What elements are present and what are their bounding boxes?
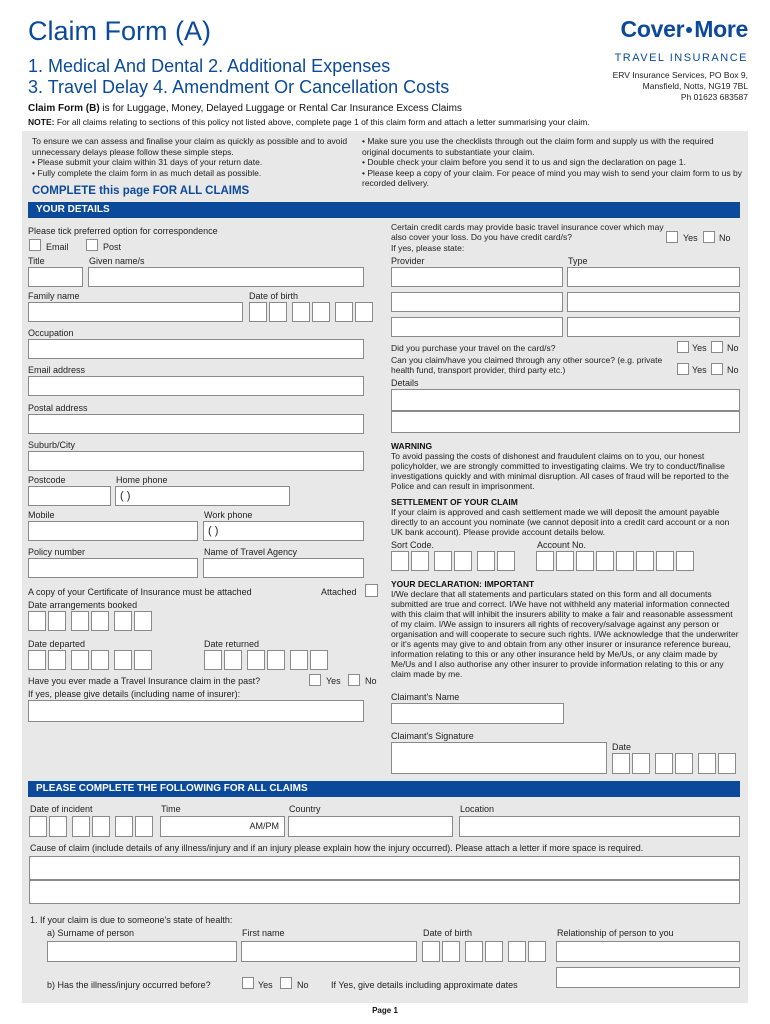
settlement-text: If your claim is approved and cash settlement made we will deposit the amount payable directly to an account you nominate (we cannot deposit into a credit card account or a non UK bank account). Please provide account details below. (391, 507, 730, 537)
date-departed-digit-box[interactable] (91, 650, 109, 670)
date-incident-digit-box[interactable] (135, 816, 153, 837)
type-label: Type (568, 256, 588, 266)
other-source-no-checkbox[interactable] (711, 363, 723, 375)
credit-card-no-checkbox[interactable] (703, 231, 715, 243)
date-incident-label: Date of incident (30, 804, 93, 814)
account-no-digit-box[interactable] (616, 551, 634, 571)
if-yes-details-label: If Yes, give details including approximate dates (331, 980, 518, 990)
date-incident-digit-box[interactable] (92, 816, 110, 837)
date-incident-digit-box[interactable] (115, 816, 133, 837)
date-departed-digit-box[interactable] (114, 650, 132, 670)
location-field[interactable] (459, 816, 740, 837)
all-claims-bar: PLEASE COMPLETE THE FOLLOWING FOR ALL CLAIMS (28, 781, 740, 797)
intro-right: • Make sure you use the checklists through out the claim form and supply us with the required original documents to substantiate your claim. • Double check your claim before you send it to us and sign the declaration on page 1. • Please keep a copy of your claim. For peace of mind you may wish to send your claim form to us by recorded delivery. (362, 136, 742, 188)
certificate-label: A copy of your Certificate of Insurance must be attached (28, 587, 252, 597)
policy-number-field[interactable] (28, 558, 198, 578)
previous-claim-no-label: No (365, 676, 377, 686)
note: NOTE: For all claims relating to sections of this policy not listed above, complete page 1 of this claim form and attach a letter summarising your claim. (28, 117, 590, 127)
logo-dot-icon (686, 27, 692, 33)
date-incident-digit-box[interactable] (29, 816, 47, 837)
work-phone-label: Work phone (204, 510, 253, 520)
post-checkbox[interactable] (86, 239, 98, 251)
postal-address-label: Postal address (28, 403, 88, 413)
first-name-field[interactable] (241, 941, 417, 962)
your-details-bar: YOUR DETAILS (28, 202, 740, 218)
provider-field-1[interactable] (391, 267, 563, 287)
sort-code-digit-box[interactable] (497, 551, 515, 571)
cause-field-2[interactable] (29, 880, 740, 904)
other-source-no-label: No (727, 365, 739, 375)
family-name-label: Family name (28, 291, 80, 301)
if-yes-state-label: If yes, please state: (391, 243, 465, 253)
page-number: Page 1 (372, 1006, 398, 1015)
declaration-text: I/We declare that all statements and particulars stated on this form and all documents submitted are true and correct. I/We have not withheld any material information connected with this claim that will inhibit the insurers ability to make a fair and reasonable assessment of my claim. I/We assign to insurers all rights of recovery/salvage against any person or organisation and will cooperate to secure such rights. I/We acknowledge that the underwriter or it's agents may give to and obtain from any other insurer or insurance reference bureau, information relating to this or any other insurance held by Me/Us, or any claim made by Me/Us and I also authorise any other insurer to provide information relating to this or any claim made by me. (391, 589, 739, 679)
date-incident-digit-box[interactable] (49, 816, 67, 837)
claimant-signature-label: Claimant's Signature (391, 731, 474, 741)
account-no-digit-box[interactable] (556, 551, 574, 571)
date-returned-digit-box[interactable] (247, 650, 265, 670)
cause-label: Cause of claim (include details of any illness/injury and if an injury please explain how the injury occurred). Please attach a letter if more space is required. (30, 843, 644, 853)
form-title: Claim Form (A) (28, 16, 211, 46)
cause-field-1[interactable] (29, 856, 740, 880)
suburb-label: Suburb/City (28, 440, 76, 450)
date-returned-digit-box[interactable] (204, 650, 222, 670)
occurred-before-no-label: No (297, 980, 309, 990)
email-address-field[interactable] (28, 376, 364, 396)
purchase-on-card-question: Did you purchase your travel on the card/s? (391, 343, 556, 353)
date-returned-digit-box[interactable] (224, 650, 242, 670)
purchase-yes-label: Yes (692, 343, 707, 353)
date-booked-digit-box[interactable] (28, 611, 46, 631)
logo-tagline: TRAVEL INSURANCE (614, 52, 748, 64)
occurred-before-yes-checkbox[interactable] (242, 977, 254, 989)
surname-field[interactable] (47, 941, 237, 962)
previous-claim-yes-label: Yes (326, 676, 341, 686)
signature-date-digit-box[interactable] (718, 753, 736, 774)
time-label: Time (161, 804, 181, 814)
previous-details-label: If yes, please give details (including name of insurer): (28, 689, 241, 699)
dob-digit-box[interactable] (355, 302, 373, 322)
mobile-field[interactable] (28, 521, 198, 541)
occurred-before-yes-label: Yes (258, 980, 273, 990)
other-source-yes-label: Yes (692, 365, 707, 375)
settlement-heading: SETTLEMENT OF YOUR CLAIM (391, 497, 518, 507)
suburb-field[interactable] (28, 451, 364, 471)
details-field-1[interactable] (391, 389, 740, 411)
account-no-label: Account No. (537, 540, 587, 550)
correspondence-label: Please tick preferred option for correspondence (28, 226, 218, 236)
covermore-logo: Cover More (620, 16, 748, 42)
person-dob-digit-box[interactable] (508, 941, 526, 962)
purchase-no-label: No (727, 343, 739, 353)
form-b-notice: Claim Form (B) is for Luggage, Money, Delayed Luggage or Rental Car Insurance Excess Claims (28, 103, 462, 114)
date-booked-label: Date arrangements booked (28, 600, 138, 610)
previous-claim-no-checkbox[interactable] (348, 674, 360, 686)
previous-claim-label: Have you ever made a Travel Insurance claim in the past? (28, 676, 261, 686)
account-no-digit-box[interactable] (576, 551, 594, 571)
date-departed-label: Date departed (28, 639, 86, 649)
attached-checkbox[interactable] (365, 584, 378, 597)
warning-text: To avoid passing the costs of dishonest and fraudulent claims on to you, our honest policyholder, we are strongly committed to investigating claims. We try to conduct/finalise investigations quickly and with minimal disruption. All cases of fraud will be reported to the Police and can result in imprisonment. (391, 451, 729, 491)
complete-heading: COMPLETE this page FOR ALL CLAIMS (32, 185, 250, 197)
details-field-2[interactable] (391, 411, 740, 433)
sort-code-digit-box[interactable] (391, 551, 409, 571)
home-phone-label: Home phone (116, 475, 168, 485)
previous-claim-yes-checkbox[interactable] (309, 674, 321, 686)
person-dob-digit-box[interactable] (485, 941, 503, 962)
postal-address-field[interactable] (28, 414, 364, 434)
location-label: Location (460, 804, 495, 814)
details-label: Details (391, 378, 419, 388)
country-field[interactable] (288, 816, 453, 837)
first-name-label: First name (242, 928, 285, 938)
dob-digit-box[interactable] (269, 302, 287, 322)
policy-number-label: Policy number (28, 547, 86, 557)
email-checkbox[interactable] (29, 239, 41, 251)
postcode-field[interactable] (28, 486, 111, 506)
person-dob-digit-box[interactable] (442, 941, 460, 962)
date-incident-digit-box[interactable] (72, 816, 90, 837)
date-departed-digit-box[interactable] (28, 650, 46, 670)
title-field[interactable] (28, 267, 83, 287)
date-returned-digit-box[interactable] (290, 650, 308, 670)
date-booked-digit-box[interactable] (91, 611, 109, 631)
date-returned-digit-box[interactable] (267, 650, 285, 670)
person-dob-label: Date of birth (423, 928, 473, 938)
mobile-label: Mobile (28, 510, 55, 520)
country-label: Country (289, 804, 321, 814)
sort-code-label: Sort Code. (391, 540, 435, 550)
family-name-field[interactable] (28, 302, 243, 322)
person-dob-digit-box[interactable] (422, 941, 440, 962)
sort-code-digit-box[interactable] (411, 551, 429, 571)
date-booked-digit-box[interactable] (48, 611, 66, 631)
email-option-label: Email (46, 242, 69, 252)
home-phone-field[interactable]: ( ) (115, 486, 290, 506)
insurer-address: ERV Insurance Services, PO Box 9, Mansfield, Notts, NG19 7BL Ph 01623 683587 (612, 70, 748, 102)
date-departed-digit-box[interactable] (134, 650, 152, 670)
occupation-label: Occupation (28, 328, 74, 338)
date-returned-label: Date returned (204, 639, 260, 649)
q1b-label: b) Has the illness/injury occurred before? (47, 980, 211, 990)
type-field-1[interactable] (567, 267, 740, 287)
sort-code-digit-box[interactable] (454, 551, 472, 571)
signature-date-label: Date (612, 742, 632, 752)
dob-digit-box[interactable] (312, 302, 330, 322)
person-dob-digit-box[interactable] (465, 941, 483, 962)
q1a-label: a) Surname of person (47, 928, 135, 938)
travel-agency-field[interactable] (203, 558, 364, 578)
postcode-label: Postcode (28, 475, 66, 485)
work-phone-field[interactable]: ( ) (203, 521, 364, 541)
other-source-yes-checkbox[interactable] (677, 363, 689, 375)
form-subtitle-line1: 1. Medical And Dental 2. Additional Expenses (28, 56, 391, 76)
dob-digit-box[interactable] (249, 302, 267, 322)
signature-date-digit-box[interactable] (612, 753, 630, 774)
previous-details-field[interactable] (28, 700, 364, 722)
time-field[interactable]: AM/PM (160, 816, 285, 837)
person-dob-digit-box[interactable] (528, 941, 546, 962)
q1-label: 1. If your claim is due to someone's state of health: (30, 915, 233, 925)
credit-card-yes-label: Yes (683, 233, 698, 243)
relationship-field[interactable] (556, 941, 740, 962)
intro-left: To ensure we can assess and finalise your claim as quickly as possible and to avoid unnecessary delays please follow these simple steps. • Please submit your claim within 31 days of your return date. • Fully complete the claim form in as much detail as possible. (32, 136, 348, 178)
dob-digit-box[interactable] (292, 302, 310, 322)
signature-date-digit-box[interactable] (655, 753, 673, 774)
date-booked-digit-box[interactable] (114, 611, 132, 631)
date-booked-digit-box[interactable] (134, 611, 152, 631)
attached-label: Attached (321, 587, 357, 597)
purchase-yes-checkbox[interactable] (677, 341, 689, 353)
account-no-digit-box[interactable] (596, 551, 614, 571)
claimant-name-label: Claimant's Name (391, 692, 460, 702)
occurred-before-no-checkbox[interactable] (280, 977, 292, 989)
title-label: Title (28, 256, 45, 266)
travel-agency-label: Name of Travel Agency (204, 547, 298, 557)
if-yes-details-field[interactable] (556, 967, 740, 988)
type-field-3[interactable] (567, 317, 740, 337)
signature-date-digit-box[interactable] (698, 753, 716, 774)
relationship-label: Relationship of person to you (557, 928, 674, 938)
date-booked-digit-box[interactable] (71, 611, 89, 631)
provider-label: Provider (391, 256, 425, 266)
credit-card-yes-checkbox[interactable] (666, 231, 678, 243)
given-names-label: Given name/s (89, 256, 145, 266)
date-returned-digit-box[interactable] (310, 650, 328, 670)
email-address-label: Email address (28, 365, 86, 375)
sort-code-digit-box[interactable] (434, 551, 452, 571)
account-no-digit-box[interactable] (656, 551, 674, 571)
credit-card-no-label: No (719, 233, 731, 243)
dob-digit-box[interactable] (335, 302, 353, 322)
claimant-name-field[interactable] (391, 703, 564, 724)
other-source-question: Can you claim/have you claimed through any other source? (e.g. private health fund, transport provider, third party etc.) (391, 355, 663, 375)
given-names-field[interactable] (88, 267, 364, 287)
type-field-2[interactable] (567, 292, 740, 312)
form-subtitle-line2: 3. Travel Delay 4. Amendment Or Cancellation Costs (28, 77, 450, 97)
date-departed-digit-box[interactable] (48, 650, 66, 670)
post-option-label: Post (103, 242, 122, 252)
credit-card-question: Certain credit cards may provide basic travel insurance cover which may also cover your loss. Do you have credit card/s? (391, 222, 664, 242)
signature-date-digit-box[interactable] (675, 753, 693, 774)
occupation-field[interactable] (28, 339, 364, 359)
declaration-heading: YOUR DECLARATION: IMPORTANT (391, 579, 535, 589)
account-no-digit-box[interactable] (676, 551, 694, 571)
provider-field-3[interactable] (391, 317, 563, 337)
sort-code-digit-box[interactable] (477, 551, 495, 571)
purchase-no-checkbox[interactable] (711, 341, 723, 353)
provider-field-2[interactable] (391, 292, 563, 312)
account-no-digit-box[interactable] (636, 551, 654, 571)
date-departed-digit-box[interactable] (71, 650, 89, 670)
dob-label: Date of birth (249, 291, 299, 301)
claimant-signature-field[interactable] (391, 742, 607, 774)
signature-date-digit-box[interactable] (632, 753, 650, 774)
account-no-digit-box[interactable] (536, 551, 554, 571)
warning-heading: WARNING (391, 441, 433, 451)
